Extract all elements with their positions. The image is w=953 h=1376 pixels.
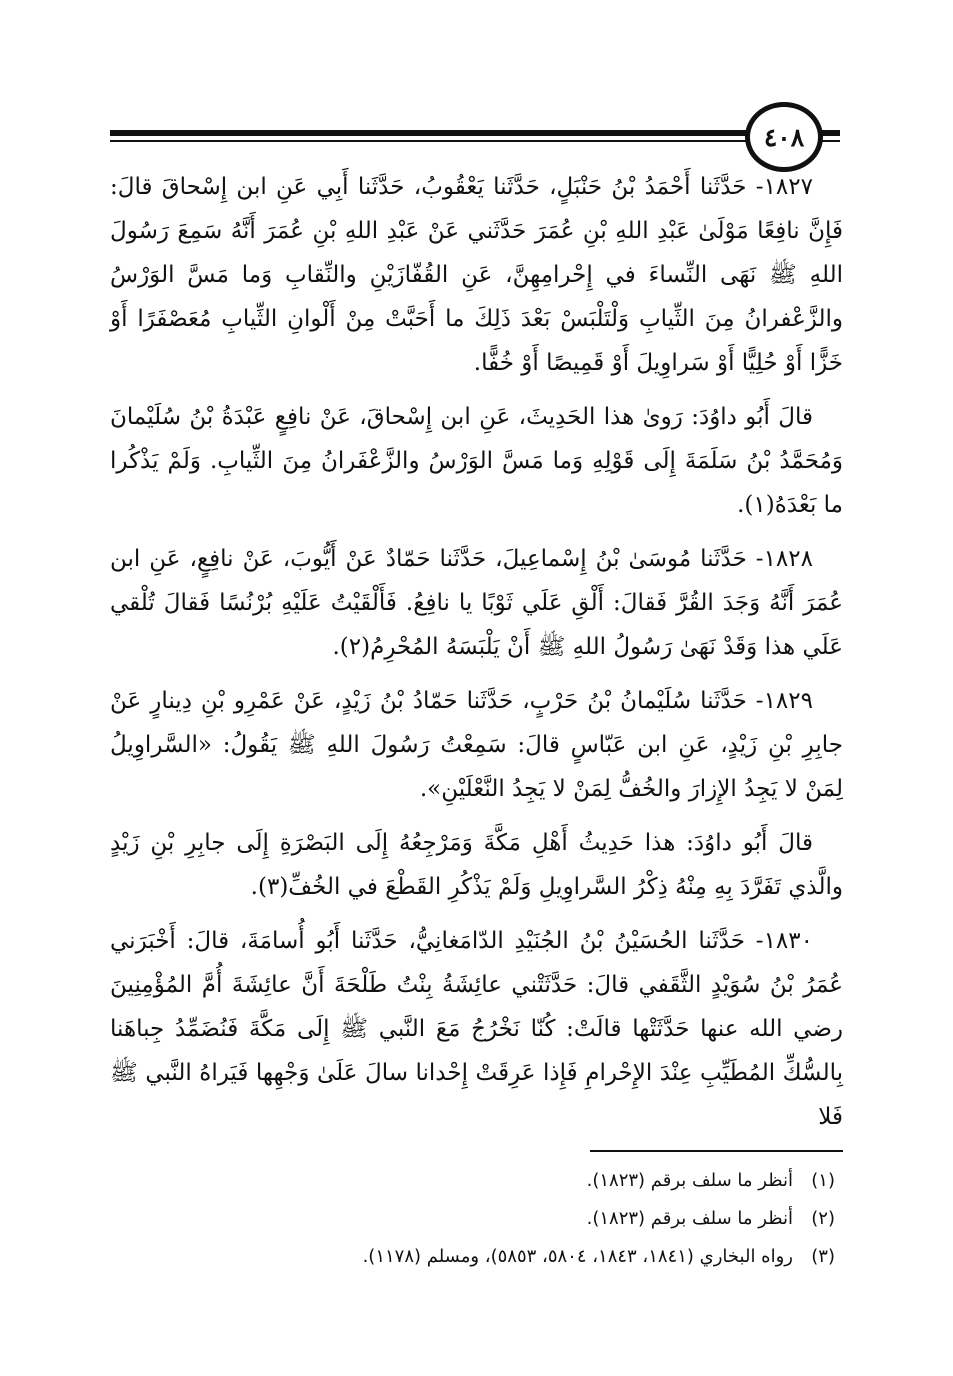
footnote-number: (٣) (811, 1246, 835, 1267)
footnote-divider (590, 1150, 843, 1152)
page-number: ٤٠٨ (745, 102, 823, 172)
hadith-1827: ١٨٢٧- حَدَّثَنا أَحْمَدُ بْنُ حَنْبَلٍ، حَدَّثَنا يَعْقُوبُ، حَدَّثَنا أَبِي عَنِ ابن إِسْحاقَ قالَ: فَإِنَّ نافِعًا مَوْلَىٰ عَبْدِ اللهِ بْنِ عُمَرَ حَدَّثَني عَنْ عَبْدِ اللهِ بْنِ عُمَرَ أَنَّهُ سَمِعَ رَسُولَ اللهِ ﷺ نَهَى النِّساءَ في إِحْرامِهِنَّ، عَنِ القُفّازَيْنِ والنِّقابِ وَما مَسَّ الوَرْسُ والزَّعْفرانُ مِنَ الثِّيابِ وَلْتَلْبَسْ بَعْدَ ذَلِكَ ما أَحَبَّتْ مِنْ أَلْوانِ الثِّيابِ مُعَصْفَرًا أَوْ خَزًّا أَوْ حُلِيًّا أَوْ سَراوِيلَ أَوْ قَمِيصًا أَوْ خُفًّا. (110, 174, 843, 376)
header-rule-thick (110, 130, 750, 136)
hadith-1830: ١٨٣٠- حَدَّثَنا الحُسَيْنُ بْنُ الجُنَيْدِ الدّامَغانِيُّ، حَدَّثَنا أَبُو أُسامَةَ، قالَ: أَخْبَرَني عُمَرُ بْنُ سُوَيْدٍ الثَّقَفي قالَ: حَدَّثَتْني عائِشَةُ بِنْتُ طَلْحَةَ أَنَّ عائِشَةَ أُمَّ المُؤْمِنِينَ رضي الله عنها حَدَّثَتْها قالَتْ: كُنّا نَخْرُجُ مَعَ النَّبي ﷺ إِلَى مَكَّةَ فَنُضَمِّدُ جِباهَنا بِالسُّكِّ المُطَيِّبِ عِنْدَ الإِحْرامِ فَإِذا عَرِقَتْ إِحْدانا سالَ عَلَىٰ وَجْهِها فَيَراهُ النَّبي ﷺ فَلا (110, 928, 843, 1130)
abu-dawud-comment-2: قالَ أَبُو داوُدَ: هذا حَدِيثُ أَهْلِ مَكَّةَ وَمَرْجِعُهُ إِلَى البَصْرَةِ إِلَى جابِرِ بْنِ زَيْدٍ والَّذي تَفَرَّدَ بِهِ مِنْهُ ذِكْرُ السَّراوِيلِ وَلَمْ يَذْكُرِ القَطْعَ في الخُفِّ(٣). (110, 830, 843, 900)
footnote-item (110, 1162, 835, 1200)
hadith-1828: ١٨٢٨- حَدَّثَنا مُوسَىٰ بْنُ إِسْماعِيلَ، حَدَّثَنا حَمّادٌ عَنْ أَيُّوبَ، عَنْ نافِعٍ، عَنِ ابن عُمَرَ أَنَّهُ وَجَدَ القُرَّ فَقالَ: أَلْقِ عَلَي ثَوْبًا يا نافِعُ. فَأَلْقَيْتُ عَلَيْهِ بُرْنُسًا فَقالَ تُلْقي عَلَي هذا وَقَدْ نَهَىٰ رَسُولُ اللهِ ﷺ أَنْ يَلْبَسَهُ المُحْرِمُ(٢). (110, 546, 843, 660)
footnote-text: رواه البخاري (١٨٤١، ١٨٤٣، ٥٨٠٤، ٥٨٥٣)، ومسلم (١١٧٨). (362, 1246, 793, 1267)
header-rule-thin (110, 140, 750, 142)
footnote-text: أنظر ما سلف برقم (١٨٢٣). (586, 1170, 793, 1191)
footnotes (110, 1162, 835, 1276)
abu-dawud-comment-1: قالَ أَبُو داوُدَ: رَوىٰ هذا الحَدِيثَ، عَنِ ابن إِسْحاقَ، عَنْ نافِعٍ عَبْدَةُ بْنُ سُلَيْمانَ وَمُحَمَّدُ بْنُ سَلَمَةَ إِلَى قَوْلِهِ وَما مَسَّ الوَرْسُ والزَّعْفَرانُ مِنَ الثِّيابِ. وَلَمْ يَذْكُرا ما بَعْدَهُ(١). (110, 404, 843, 518)
footnote-item (110, 1200, 835, 1238)
footnote-item (110, 1238, 835, 1276)
footnote-text: أنظر ما سلف برقم (١٨٢٣). (586, 1208, 793, 1229)
footnote-number: (٢) (811, 1208, 835, 1229)
main-text (110, 165, 843, 1147)
footnote-number: (١) (811, 1170, 835, 1191)
hadith-1829: ١٨٢٩- حَدَّثَنا سُلَيْمانُ بْنُ حَرْبٍ، حَدَّثَنا حَمّادُ بْنُ زَيْدٍ، عَنْ عَمْرِو بْنِ دِينارٍ عَنْ جابِرِ بْنِ زَيْدٍ، عَنِ ابن عَبّاسٍ قالَ: سَمِعْتُ رَسُولَ اللهِ ﷺ يَقُولُ: «السَّراوِيلُ لِمَنْ لا يَجِدُ الإِزارَ والخُفُّ لِمَنْ لا يَجِدُ النَّعْلَيْنِ». (110, 688, 843, 802)
page-header (110, 100, 840, 170)
